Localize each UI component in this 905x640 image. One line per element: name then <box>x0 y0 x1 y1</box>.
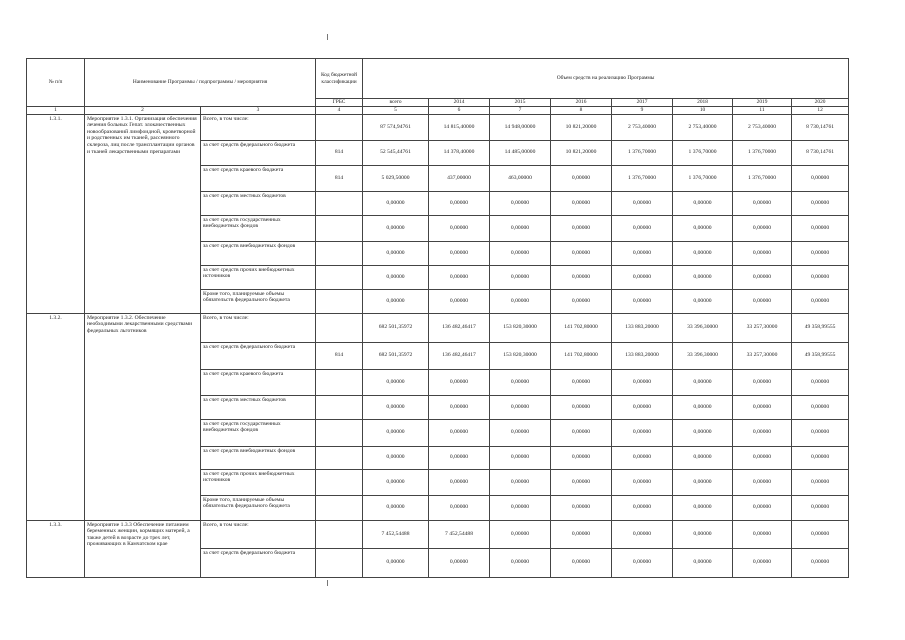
header-year: 2020 <box>792 99 849 107</box>
funding-source: Всего, в том числе: <box>201 520 316 548</box>
amount-cell: 0,00000 <box>429 395 490 419</box>
header-year: 2015 <box>490 99 551 107</box>
grbs-code <box>316 520 363 548</box>
amount-cell: 0,00000 <box>363 241 429 265</box>
amount-cell: 0,00000 <box>551 165 612 191</box>
column-index: 9 <box>612 107 673 115</box>
funding-source: за счет средств федерального бюджета <box>201 548 316 577</box>
header-num: № п/п <box>27 59 85 107</box>
amount-cell: 0,00000 <box>673 469 733 495</box>
grbs-code <box>316 495 363 520</box>
funding-source: Всего, в том числе: <box>201 114 316 140</box>
amount-cell: 0,00000 <box>551 369 612 395</box>
amount-cell: 682 501,35972 <box>363 313 429 342</box>
amount-cell: 0,00000 <box>363 446 429 469</box>
amount-cell: 0,00000 <box>490 419 551 446</box>
amount-cell: 0,00000 <box>673 495 733 520</box>
amount-cell: 0,00000 <box>612 446 673 469</box>
funding-source: за счет средств местных бюджетов <box>201 191 316 215</box>
amount-cell: 0,00000 <box>490 369 551 395</box>
amount-cell: 0,00000 <box>792 495 849 520</box>
funding-source: Всего, в том числе: <box>201 313 316 342</box>
item-name: Мероприятие 1.3.3 Обеспечение питанием беременных женщин, кормящих матерей, а также детей в возрасте до трех лет, проживающих в Камчатском крае <box>85 520 201 577</box>
amount-cell: 0,00000 <box>429 548 490 577</box>
amount-cell: 0,00000 <box>490 395 551 419</box>
amount-cell: 0,00000 <box>792 395 849 419</box>
amount-cell: 0,00000 <box>363 289 429 313</box>
column-index: 5 <box>363 107 429 115</box>
amount-cell: 1 376,70000 <box>673 165 733 191</box>
amount-cell: 0,00000 <box>673 215 733 241</box>
column-index: 3 <box>201 107 316 115</box>
amount-cell: 14 485,00000 <box>490 140 551 165</box>
grbs-code <box>316 395 363 419</box>
amount-cell: 0,00000 <box>551 548 612 577</box>
amount-cell: 0,00000 <box>733 241 792 265</box>
amount-cell: 0,00000 <box>792 165 849 191</box>
column-index: 11 <box>733 107 792 115</box>
column-index: 6 <box>429 107 490 115</box>
amount-cell: 0,00000 <box>551 469 612 495</box>
amount-cell: 0,00000 <box>612 369 673 395</box>
scan-mark <box>327 34 328 40</box>
amount-cell: 5 029,50000 <box>363 165 429 191</box>
amount-cell: 33 257,30000 <box>733 313 792 342</box>
amount-cell: 0,00000 <box>733 369 792 395</box>
funding-source: за счет средств федерального бюджета <box>201 140 316 165</box>
funding-source: за счет средств внебюджетных фондов <box>201 241 316 265</box>
header-year: 2018 <box>673 99 733 107</box>
amount-cell: 0,00000 <box>733 191 792 215</box>
amount-cell: 0,00000 <box>429 215 490 241</box>
amount-cell: 0,00000 <box>792 289 849 313</box>
amount-cell: 0,00000 <box>490 191 551 215</box>
amount-cell: 0,00000 <box>363 265 429 289</box>
grbs-code: 814 <box>316 342 363 369</box>
amount-cell: 0,00000 <box>490 548 551 577</box>
amount-cell: 0,00000 <box>490 241 551 265</box>
funding-source: за счет средств краевого бюджета <box>201 369 316 395</box>
item-name: Мероприятие 1.3.1. Организация обеспечения лечения больных Гепат. злокачественных новообразований лимфоидной, кроветворной и родственных им тканей, рассеянного склероза, лиц после трансплантации органов и тканей лекарственными препаратами <box>85 114 201 313</box>
amount-cell: 0,00000 <box>792 369 849 395</box>
amount-cell: 0,00000 <box>490 495 551 520</box>
amount-cell: 0,00000 <box>733 419 792 446</box>
table-row <box>27 313 849 342</box>
column-index: 10 <box>673 107 733 115</box>
amount-cell: 153 820,30000 <box>490 342 551 369</box>
amount-cell: 141 702,80000 <box>551 342 612 369</box>
amount-cell: 0,00000 <box>429 241 490 265</box>
amount-cell: 682 501,35972 <box>363 342 429 369</box>
grbs-code <box>316 469 363 495</box>
amount-cell: 7 452,54488 <box>429 520 490 548</box>
amount-cell: 7 452,54488 <box>363 520 429 548</box>
amount-cell: 10 821,20000 <box>551 140 612 165</box>
header-year: 2016 <box>551 99 612 107</box>
column-index: 7 <box>490 107 551 115</box>
grbs-code <box>316 215 363 241</box>
amount-cell: 14 948,00000 <box>490 114 551 140</box>
amount-cell: 0,00000 <box>673 241 733 265</box>
budget-table-sheet <box>26 58 848 578</box>
amount-cell: 0,00000 <box>551 191 612 215</box>
amount-cell: 0,00000 <box>551 215 612 241</box>
amount-cell: 0,00000 <box>363 469 429 495</box>
amount-cell: 0,00000 <box>429 191 490 215</box>
amount-cell: 0,00000 <box>363 419 429 446</box>
amount-cell: 0,00000 <box>612 469 673 495</box>
grbs-code <box>316 114 363 140</box>
amount-cell: 0,00000 <box>733 520 792 548</box>
amount-cell: 1 376,70000 <box>733 140 792 165</box>
amount-cell: 0,00000 <box>429 495 490 520</box>
amount-cell: 0,00000 <box>490 469 551 495</box>
budget-table <box>26 58 849 578</box>
amount-cell: 0,00000 <box>612 191 673 215</box>
amount-cell: 10 821,20000 <box>551 114 612 140</box>
amount-cell: 1 376,70000 <box>612 165 673 191</box>
amount-cell: 0,00000 <box>792 446 849 469</box>
grbs-code <box>316 313 363 342</box>
amount-cell: 153 820,30000 <box>490 313 551 342</box>
amount-cell: 0,00000 <box>612 395 673 419</box>
amount-cell: 14 378,40000 <box>429 140 490 165</box>
amount-cell: 0,00000 <box>673 289 733 313</box>
amount-cell: 0,00000 <box>612 495 673 520</box>
grbs-code <box>316 369 363 395</box>
amount-cell: 0,00000 <box>673 548 733 577</box>
amount-cell: 0,00000 <box>733 215 792 241</box>
funding-source: за счет средств внебюджетных фондов <box>201 446 316 469</box>
header-year: 2019 <box>733 99 792 107</box>
amount-cell: 0,00000 <box>792 548 849 577</box>
amount-cell: 0,00000 <box>551 289 612 313</box>
amount-cell: 0,00000 <box>429 265 490 289</box>
funding-source: за счет средств местных бюджетов <box>201 395 316 419</box>
amount-cell: 136 482,46417 <box>429 313 490 342</box>
amount-cell: 0,00000 <box>733 469 792 495</box>
amount-cell: 0,00000 <box>551 495 612 520</box>
amount-cell: 0,00000 <box>363 495 429 520</box>
amount-cell: 87 574,94761 <box>363 114 429 140</box>
amount-cell: 0,00000 <box>673 265 733 289</box>
amount-cell: 2 753,40000 <box>612 114 673 140</box>
item-number: 1.3.2. <box>27 313 85 520</box>
amount-cell: 0,00000 <box>673 446 733 469</box>
header-grbs: ГРБС <box>316 99 363 107</box>
amount-cell: 49 358,99555 <box>792 342 849 369</box>
amount-cell: 52 545,44761 <box>363 140 429 165</box>
amount-cell: 136 482,46417 <box>429 342 490 369</box>
amount-cell: 0,00000 <box>429 469 490 495</box>
amount-cell: 0,00000 <box>612 289 673 313</box>
amount-cell: 463,00000 <box>490 165 551 191</box>
amount-cell: 0,00000 <box>792 419 849 446</box>
amount-cell: 133 883,20000 <box>612 313 673 342</box>
funding-source: за счет средств государственных внебюджетных фондов <box>201 215 316 241</box>
item-name: Мероприятие 1.3.2. Обеспечение необходимыми лекарственными средствами федеральных льготников <box>85 313 201 520</box>
header-total: всего <box>363 99 429 107</box>
amount-cell: 0,00000 <box>612 520 673 548</box>
funding-source: Кроме того, планируемые объемы обязательств федерального бюджета <box>201 495 316 520</box>
grbs-code <box>316 265 363 289</box>
column-index: 2 <box>85 107 201 115</box>
amount-cell: 0,00000 <box>551 446 612 469</box>
amount-cell: 0,00000 <box>733 289 792 313</box>
amount-cell: 0,00000 <box>490 215 551 241</box>
amount-cell: 141 702,80000 <box>551 313 612 342</box>
grbs-code <box>316 241 363 265</box>
amount-cell: 8 730,14761 <box>792 114 849 140</box>
grbs-code: 814 <box>316 165 363 191</box>
amount-cell: 0,00000 <box>490 520 551 548</box>
amount-cell: 0,00000 <box>429 446 490 469</box>
amount-cell: 0,00000 <box>551 395 612 419</box>
amount-cell: 0,00000 <box>551 241 612 265</box>
amount-cell: 0,00000 <box>792 215 849 241</box>
amount-cell: 0,00000 <box>363 395 429 419</box>
amount-cell: 0,00000 <box>612 419 673 446</box>
column-index: 1 <box>27 107 85 115</box>
header-code: Код бюджетной классификации <box>316 59 363 99</box>
amount-cell: 0,00000 <box>673 369 733 395</box>
header-year: 2014 <box>429 99 490 107</box>
amount-cell: 0,00000 <box>490 265 551 289</box>
amount-cell: 2 753,40000 <box>733 114 792 140</box>
table-row <box>27 520 849 548</box>
amount-cell: 0,00000 <box>673 395 733 419</box>
header-year: 2017 <box>612 99 673 107</box>
header-volume: Объем средств на реализацию Программы <box>363 59 849 99</box>
amount-cell: 1 376,70000 <box>612 140 673 165</box>
amount-cell: 0,00000 <box>733 495 792 520</box>
amount-cell: 33 396,30000 <box>673 313 733 342</box>
amount-cell: 0,00000 <box>673 191 733 215</box>
amount-cell: 14 815,40000 <box>429 114 490 140</box>
column-index: 12 <box>792 107 849 115</box>
amount-cell: 33 396,30000 <box>673 342 733 369</box>
header-name: Наименование Программы / подпрограммы / мероприятия <box>85 59 316 107</box>
table-row <box>27 114 849 140</box>
amount-cell: 0,00000 <box>363 191 429 215</box>
amount-cell: 0,00000 <box>792 241 849 265</box>
funding-source: за счет средств прочих внебюджетных источников <box>201 469 316 495</box>
amount-cell: 0,00000 <box>792 520 849 548</box>
column-index: 8 <box>551 107 612 115</box>
funding-source: за счет средств прочих внебюджетных источников <box>201 265 316 289</box>
funding-source: за счет средств государственных внебюджетных фондов <box>201 419 316 446</box>
amount-cell: 0,00000 <box>612 265 673 289</box>
amount-cell: 0,00000 <box>612 215 673 241</box>
amount-cell: 2 753,40000 <box>673 114 733 140</box>
amount-cell: 437,00000 <box>429 165 490 191</box>
amount-cell: 0,00000 <box>490 446 551 469</box>
amount-cell: 1 376,70000 <box>733 165 792 191</box>
grbs-code <box>316 191 363 215</box>
grbs-code <box>316 419 363 446</box>
amount-cell: 0,00000 <box>551 265 612 289</box>
amount-cell: 0,00000 <box>363 215 429 241</box>
grbs-code: 814 <box>316 140 363 165</box>
amount-cell: 0,00000 <box>792 469 849 495</box>
grbs-code <box>316 289 363 313</box>
grbs-code <box>316 446 363 469</box>
amount-cell: 0,00000 <box>733 265 792 289</box>
grbs-code <box>316 548 363 577</box>
funding-source: за счет средств федерального бюджета <box>201 342 316 369</box>
amount-cell: 0,00000 <box>363 369 429 395</box>
amount-cell: 0,00000 <box>733 395 792 419</box>
item-number: 1.3.1. <box>27 114 85 313</box>
amount-cell: 0,00000 <box>551 520 612 548</box>
amount-cell: 49 358,99555 <box>792 313 849 342</box>
amount-cell: 0,00000 <box>551 419 612 446</box>
amount-cell: 0,00000 <box>612 548 673 577</box>
amount-cell: 0,00000 <box>733 548 792 577</box>
amount-cell: 0,00000 <box>673 419 733 446</box>
amount-cell: 0,00000 <box>673 520 733 548</box>
amount-cell: 0,00000 <box>363 548 429 577</box>
amount-cell: 33 257,30000 <box>733 342 792 369</box>
amount-cell: 1 376,70000 <box>673 140 733 165</box>
amount-cell: 0,00000 <box>429 419 490 446</box>
column-index: 4 <box>316 107 363 115</box>
item-number: 1.3.3. <box>27 520 85 577</box>
funding-source: за счет средств краевого бюджета <box>201 165 316 191</box>
amount-cell: 0,00000 <box>490 289 551 313</box>
amount-cell: 0,00000 <box>429 369 490 395</box>
amount-cell: 0,00000 <box>792 191 849 215</box>
amount-cell: 8 730,14761 <box>792 140 849 165</box>
amount-cell: 0,00000 <box>612 241 673 265</box>
amount-cell: 0,00000 <box>429 289 490 313</box>
amount-cell: 0,00000 <box>733 446 792 469</box>
funding-source: Кроме того, планируемые объемы обязательств федерального бюджета <box>201 289 316 313</box>
scan-mark <box>327 580 328 586</box>
amount-cell: 0,00000 <box>792 265 849 289</box>
amount-cell: 133 883,20000 <box>612 342 673 369</box>
